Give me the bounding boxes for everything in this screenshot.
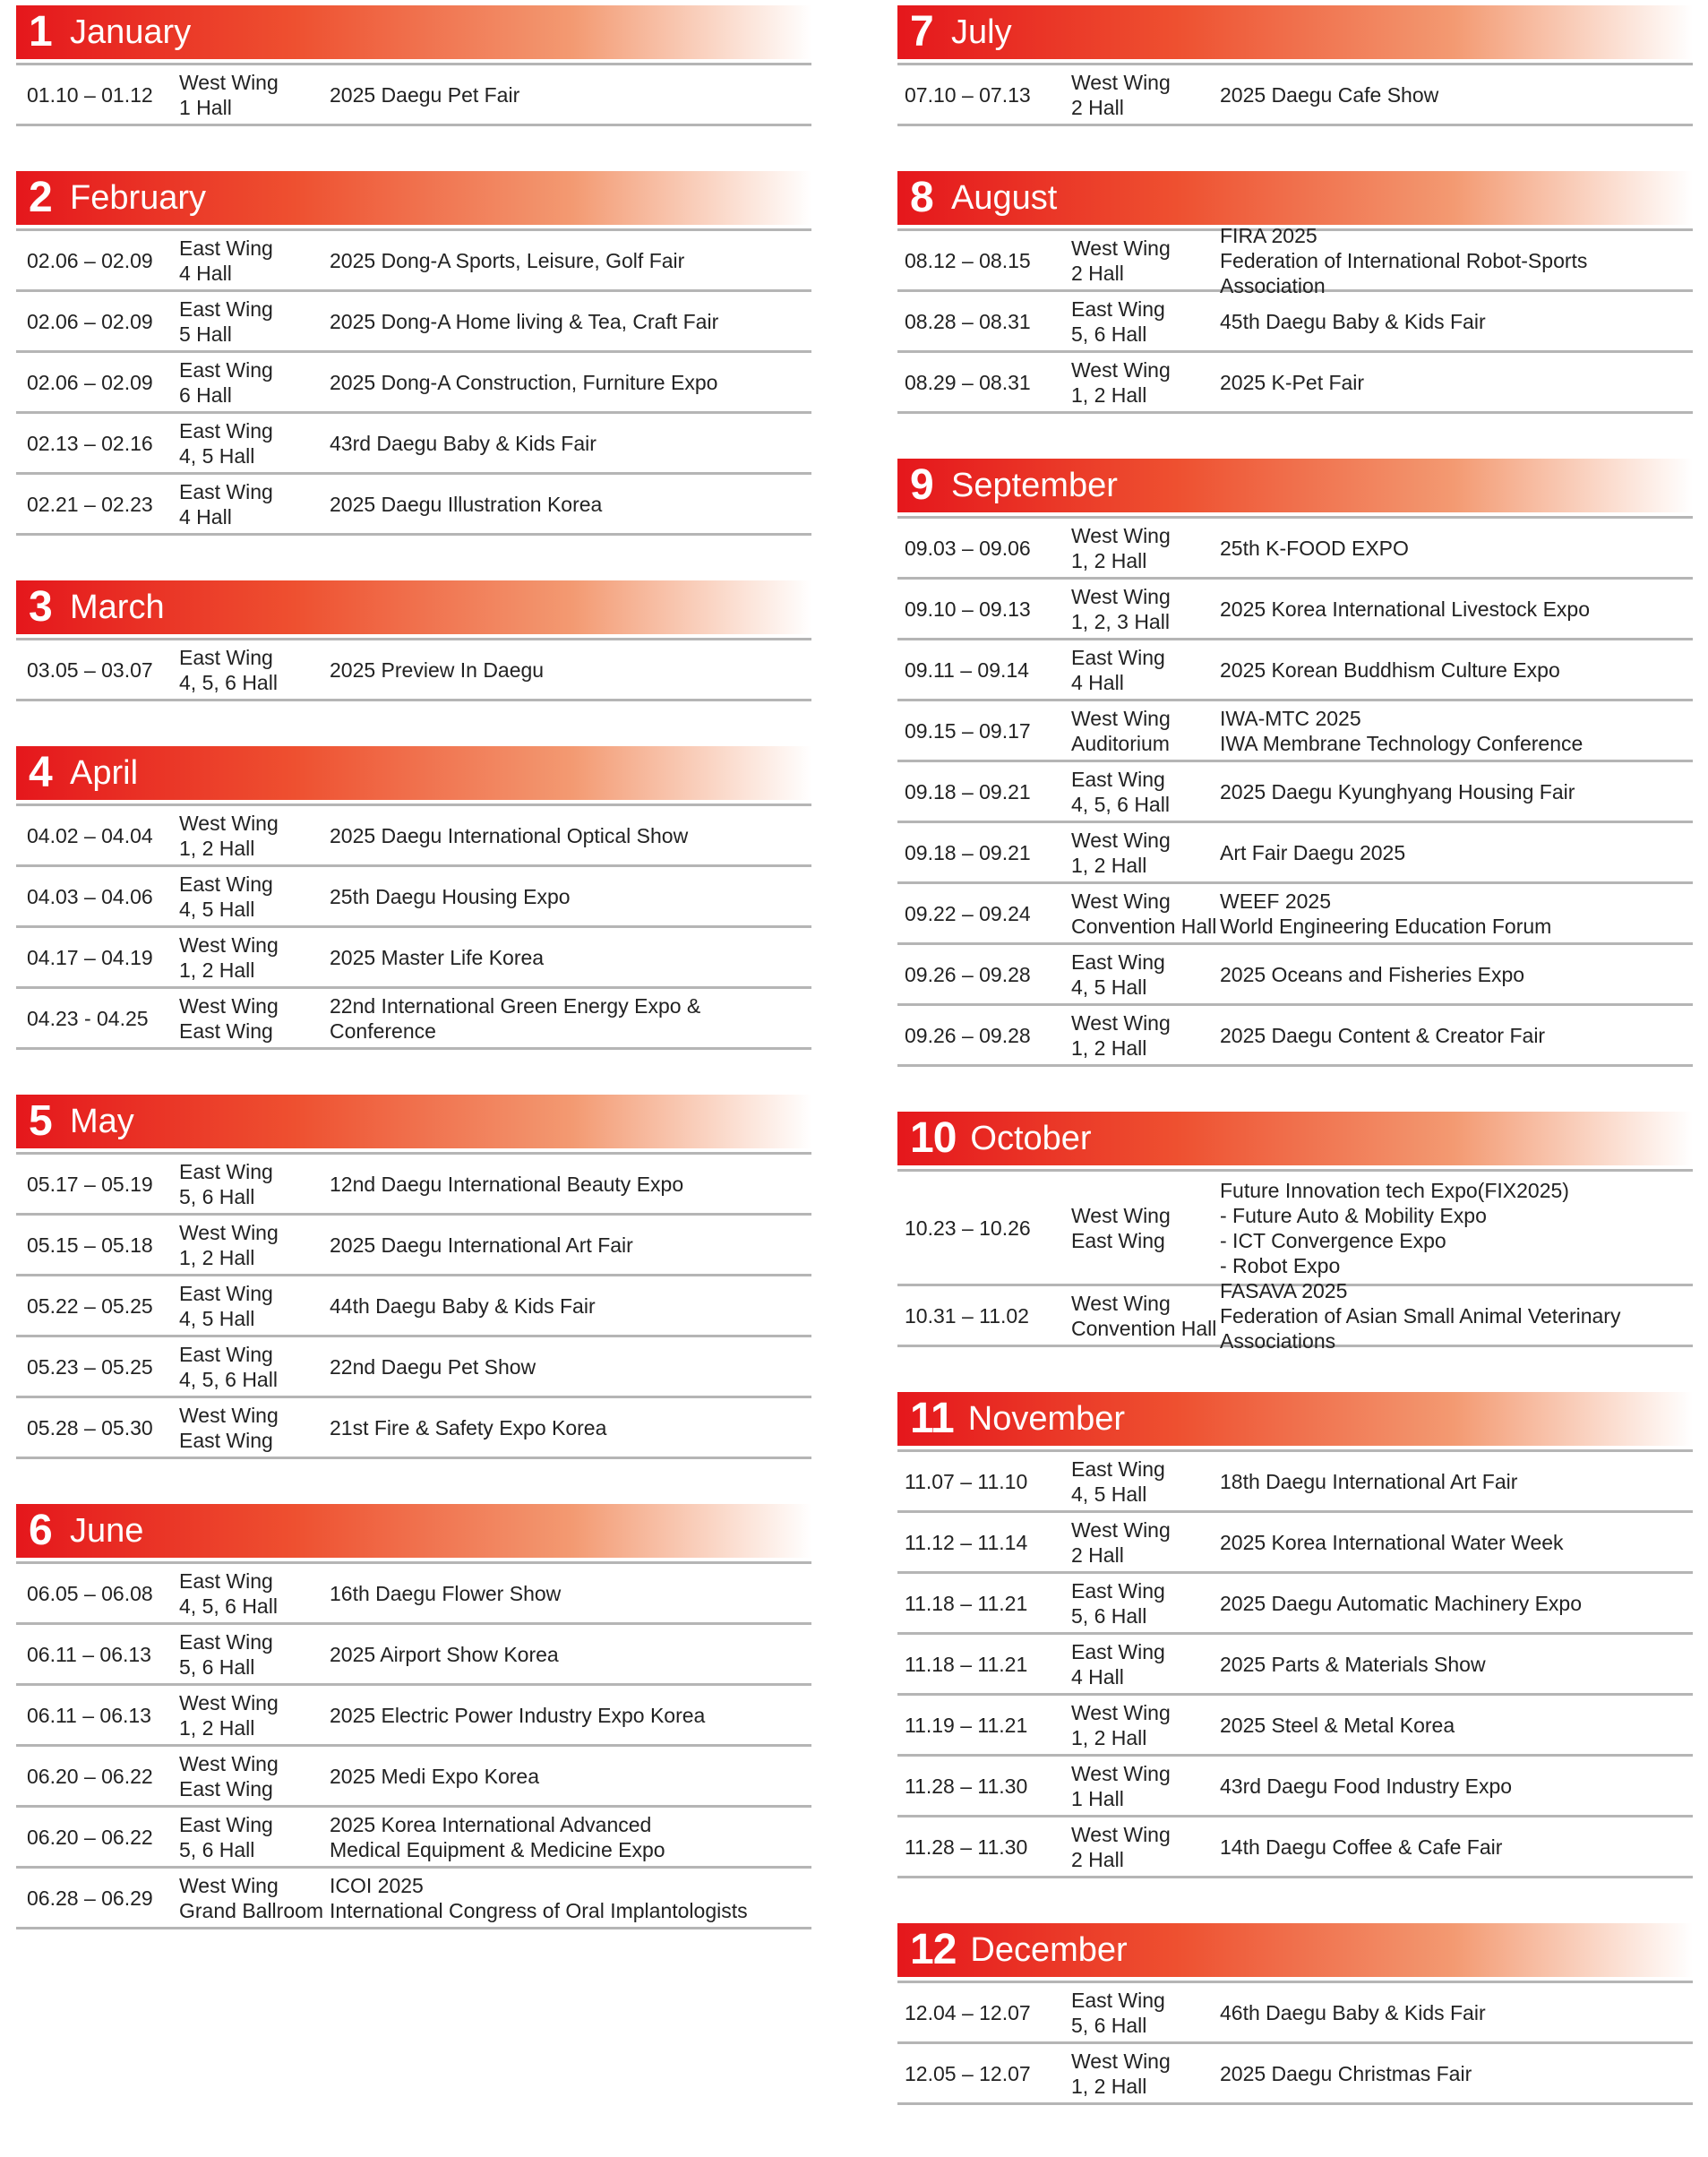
- event-row: [16, 475, 811, 536]
- event-date: 11.28 – 11.30: [905, 1835, 1028, 1859]
- month-section: [897, 1392, 1693, 1878]
- event-date: 09.26 – 09.28: [905, 1023, 1031, 1047]
- month-name: August: [951, 179, 1058, 217]
- section-gap: [16, 536, 811, 575]
- event-list: [16, 1561, 811, 1929]
- month-number: 5: [29, 1097, 52, 1145]
- event-date: 06.11 – 06.13: [27, 1703, 151, 1727]
- event-date: 02.21 – 02.23: [27, 492, 153, 516]
- event-row: [16, 292, 811, 353]
- event-title: 22nd International Green Energy Expo & Conference: [330, 993, 701, 1043]
- event-row: [897, 762, 1693, 823]
- month-number: 7: [910, 8, 933, 56]
- event-row: [16, 1625, 811, 1686]
- event-title: 45th Daegu Baby & Kids Fair: [1220, 309, 1486, 333]
- month-name: March: [70, 589, 165, 626]
- month-header: [16, 580, 811, 638]
- month-header: [897, 459, 1693, 516]
- event-title: 25th K-FOOD EXPO: [1220, 536, 1409, 560]
- event-row: [16, 65, 811, 126]
- event-title: 2025 Parts & Materials Show: [1220, 1652, 1486, 1676]
- month-header: [897, 1112, 1693, 1169]
- event-row: [16, 1808, 811, 1869]
- event-title: 2025 Electric Power Industry Expo Korea: [330, 1703, 706, 1727]
- event-title: Art Fair Daegu 2025: [1220, 840, 1406, 864]
- event-title: 25th Daegu Housing Expo: [330, 884, 571, 908]
- event-date: 06.20 – 06.22: [27, 1764, 153, 1788]
- event-venue: West Wing 1, 2 Hall: [1071, 1700, 1171, 1749]
- month-number: 6: [29, 1507, 52, 1554]
- event-title: FASAVA 2025 Federation of Asian Small Animal Veterinary Associations: [1220, 1278, 1621, 1353]
- month-section: [16, 5, 811, 126]
- event-venue: East Wing 4 Hall: [179, 479, 273, 529]
- event-row: [16, 353, 811, 414]
- event-date: 11.19 – 11.21: [905, 1713, 1028, 1737]
- event-title: 2025 Daegu Content & Creator Fair: [1220, 1023, 1546, 1047]
- event-date: 09.10 – 09.13: [905, 597, 1031, 621]
- right-column: [897, 0, 1693, 2105]
- event-list: [897, 1169, 1693, 1353]
- event-venue: West Wing 1 Hall: [179, 70, 279, 119]
- event-venue: West Wing Auditorium: [1071, 706, 1171, 755]
- event-date: 09.03 – 09.06: [905, 536, 1031, 560]
- event-row: [16, 1216, 811, 1276]
- event-list: [16, 638, 811, 701]
- event-venue: West Wing 1, 2 Hall: [179, 811, 279, 860]
- event-venue: West Wing 2 Hall: [1071, 70, 1171, 119]
- event-date: 05.17 – 05.19: [27, 1172, 153, 1196]
- event-list: [897, 1981, 1693, 2105]
- event-row: [897, 223, 1693, 297]
- event-title: 2025 Daegu Illustration Korea: [330, 492, 603, 516]
- month-name: May: [70, 1103, 134, 1140]
- event-venue: West Wing 1, 2 Hall: [1071, 2049, 1171, 2098]
- event-venue: West Wing 1 Hall: [1071, 1761, 1171, 1810]
- event-date: 03.05 – 03.07: [27, 657, 153, 682]
- event-venue: West Wing East Wing: [1071, 1203, 1171, 1252]
- event-title: WEEF 2025 World Engineering Education Forum: [1220, 889, 1552, 938]
- event-title: 2025 Daegu International Art Fair: [330, 1233, 633, 1257]
- event-venue: East Wing 4, 5, 6 Hall: [179, 1342, 278, 1391]
- event-row: [16, 928, 811, 989]
- month-name: February: [70, 179, 207, 217]
- event-title: 2025 Korean Buddhism Culture Expo: [1220, 657, 1560, 682]
- event-row: [897, 945, 1693, 1006]
- event-row: [897, 519, 1693, 580]
- month-header: [897, 5, 1693, 63]
- event-list: [897, 223, 1693, 414]
- month-name: October: [970, 1120, 1092, 1157]
- event-row: [897, 1635, 1693, 1696]
- event-date: 07.10 – 07.13: [905, 82, 1031, 107]
- event-date: 09.26 – 09.28: [905, 962, 1031, 986]
- event-date: 06.05 – 06.08: [27, 1581, 153, 1605]
- month-name: June: [70, 1512, 144, 1550]
- event-title: 14th Daegu Coffee & Cafe Fair: [1220, 1835, 1503, 1859]
- event-row: [897, 1172, 1693, 1286]
- event-title: 2025 Airport Show Korea: [330, 1642, 559, 1666]
- section-gap: [16, 126, 811, 166]
- section-gap: [897, 1878, 1693, 1918]
- section-gap: [897, 126, 1693, 166]
- event-row: [16, 1337, 811, 1398]
- event-row: [16, 1747, 811, 1808]
- event-venue: West Wing 1, 2 Hall: [179, 932, 279, 982]
- event-venue: East Wing 4, 5, 6 Hall: [179, 645, 278, 694]
- event-list: [897, 516, 1693, 1067]
- month-number: 10: [910, 1114, 957, 1162]
- event-title: 2025 Korea International Advanced Medical Equipment & Medicine Expo: [330, 1812, 665, 1861]
- month-section: [897, 459, 1693, 1067]
- event-date: 08.12 – 08.15: [905, 248, 1031, 272]
- event-title: 2025 K-Pet Fair: [1220, 370, 1365, 394]
- event-title: 2025 Oceans and Fisheries Expo: [1220, 962, 1525, 986]
- event-row: [16, 414, 811, 475]
- month-number: 12: [910, 1926, 957, 1973]
- event-venue: East Wing 4 Hall: [1071, 645, 1165, 694]
- event-row: [16, 989, 811, 1050]
- event-row: [897, 1278, 1693, 1353]
- event-date: 11.07 – 11.10: [905, 1469, 1028, 1493]
- event-row: [897, 292, 1693, 353]
- event-title: 2025 Dong-A Home living & Tea, Craft Fair: [330, 309, 719, 333]
- event-title: 2025 Korea International Livestock Expo: [1220, 597, 1590, 621]
- event-venue: West Wing East Wing: [179, 1751, 279, 1800]
- event-title: 2025 Daegu International Optical Show: [330, 823, 689, 847]
- event-row: [897, 580, 1693, 640]
- month-section: [897, 1112, 1693, 1353]
- month-name: July: [951, 13, 1012, 51]
- month-name: November: [967, 1400, 1126, 1438]
- event-venue: East Wing 4, 5 Hall: [179, 872, 273, 921]
- month-name: December: [970, 1931, 1128, 1969]
- event-list: [16, 63, 811, 126]
- event-venue: West Wing 1, 2 Hall: [179, 1220, 279, 1269]
- month-header: [16, 1095, 811, 1152]
- event-title: 2025 Steel & Metal Korea: [1220, 1713, 1455, 1737]
- event-title: 21st Fire & Safety Expo Korea: [330, 1415, 607, 1439]
- event-venue: West Wing 1, 2 Hall: [1071, 1010, 1171, 1060]
- event-date: 02.06 – 02.09: [27, 248, 153, 272]
- event-row: [897, 823, 1693, 884]
- event-date: 04.23 - 04.25: [27, 1006, 149, 1030]
- event-venue: East Wing 5 Hall: [179, 296, 273, 346]
- event-date: 09.22 – 09.24: [905, 901, 1031, 925]
- event-date: 05.22 – 05.25: [27, 1293, 153, 1318]
- event-date: 09.11 – 09.14: [905, 657, 1029, 682]
- month-name: January: [70, 13, 192, 51]
- event-row: [16, 1686, 811, 1747]
- event-venue: West Wing 1, 2, 3 Hall: [1071, 584, 1171, 633]
- event-title: 2025 Medi Expo Korea: [330, 1764, 539, 1788]
- event-title: 43rd Daegu Baby & Kids Fair: [330, 431, 597, 455]
- event-venue: East Wing 5, 6 Hall: [1071, 296, 1165, 346]
- event-row: [897, 1757, 1693, 1818]
- event-title: 2025 Dong-A Sports, Leisure, Golf Fair: [330, 248, 685, 272]
- section-gap: [897, 1067, 1693, 1106]
- month-header: [897, 1923, 1693, 1981]
- event-row: [16, 806, 811, 867]
- month-section: [16, 1095, 811, 1459]
- event-row: [16, 867, 811, 928]
- event-venue: West Wing 1, 2 Hall: [1071, 523, 1171, 572]
- section-gap: [897, 414, 1693, 453]
- event-date: 04.17 – 04.19: [27, 945, 153, 969]
- event-date: 09.15 – 09.17: [905, 718, 1031, 743]
- event-row: [16, 1276, 811, 1337]
- event-venue: East Wing 4, 5 Hall: [179, 418, 273, 468]
- event-title: 2025 Daegu Pet Fair: [330, 82, 520, 107]
- event-venue: East Wing 5, 6 Hall: [1071, 1988, 1165, 2037]
- event-title: 2025 Dong-A Construction, Furniture Expo: [330, 370, 718, 394]
- event-date: 09.18 – 09.21: [905, 779, 1031, 804]
- event-venue: West Wing Convention Hall: [1071, 889, 1217, 938]
- event-date: 05.15 – 05.18: [27, 1233, 153, 1257]
- event-date: 04.03 – 04.06: [27, 884, 153, 908]
- month-section: [897, 5, 1693, 126]
- month-header: [16, 171, 811, 228]
- month-section: [16, 746, 811, 1050]
- event-row: [16, 231, 811, 292]
- event-row: [897, 1696, 1693, 1757]
- month-header: [16, 5, 811, 63]
- event-date: 04.02 – 04.04: [27, 823, 153, 847]
- month-section: [16, 1504, 811, 1929]
- section-gap: [16, 1459, 811, 1499]
- event-title: Future Innovation tech Expo(FIX2025) - Future Auto & Mobility Expo - ICT Convergence Expo - Robot Expo: [1220, 1178, 1569, 1277]
- event-row: [897, 2044, 1693, 2105]
- event-title: ICOI 2025 International Congress of Oral Implantologists: [330, 1873, 748, 1922]
- month-number: 1: [29, 8, 52, 56]
- event-venue: West Wing Convention Hall: [1071, 1291, 1217, 1340]
- event-date: 06.20 – 06.22: [27, 1825, 153, 1849]
- event-list: [16, 804, 811, 1050]
- event-row: [897, 65, 1693, 126]
- month-header: [16, 1504, 811, 1561]
- month-section: [897, 1923, 1693, 2105]
- event-venue: East Wing 4, 5, 6 Hall: [179, 1568, 278, 1618]
- event-date: 01.10 – 01.12: [27, 82, 153, 107]
- event-venue: West Wing 2 Hall: [1071, 236, 1171, 285]
- event-row: [897, 701, 1693, 762]
- event-title: 43rd Daegu Food Industry Expo: [1220, 1774, 1513, 1798]
- event-title: 2025 Daegu Kyunghyang Housing Fair: [1220, 779, 1575, 804]
- event-date: 09.18 – 09.21: [905, 840, 1031, 864]
- event-date: 02.13 – 02.16: [27, 431, 153, 455]
- event-venue: East Wing 4, 5 Hall: [1071, 950, 1165, 999]
- event-row: [897, 1983, 1693, 2044]
- event-venue: West Wing East Wing: [179, 993, 279, 1043]
- event-row: [897, 1513, 1693, 1574]
- event-date: 10.31 – 11.02: [905, 1303, 1029, 1328]
- month-name: April: [70, 754, 139, 792]
- event-date: 10.23 – 10.26: [905, 1216, 1031, 1240]
- event-date: 08.29 – 08.31: [905, 370, 1031, 394]
- month-number: 4: [29, 749, 52, 796]
- event-venue: West Wing Grand Ballroom: [179, 1873, 324, 1922]
- event-date: 11.28 – 11.30: [905, 1774, 1028, 1798]
- event-date: 12.04 – 12.07: [905, 2000, 1031, 2024]
- month-section: [897, 171, 1693, 414]
- event-title: IWA-MTC 2025 IWA Membrane Technology Conference: [1220, 706, 1584, 755]
- month-name: September: [951, 467, 1118, 504]
- event-list: [897, 1449, 1693, 1878]
- event-row: [897, 640, 1693, 701]
- event-row: [897, 1818, 1693, 1878]
- event-venue: East Wing 4, 5 Hall: [1071, 1457, 1165, 1506]
- event-row: [16, 1564, 811, 1625]
- event-date: 11.18 – 11.21: [905, 1652, 1028, 1676]
- event-venue: West Wing East Wing: [179, 1403, 279, 1452]
- event-list: [16, 1152, 811, 1459]
- month-number: 9: [910, 461, 933, 509]
- event-date: 06.11 – 06.13: [27, 1642, 151, 1666]
- event-date: 06.28 – 06.29: [27, 1886, 153, 1910]
- event-venue: East Wing 4 Hall: [179, 236, 273, 285]
- month-section: [16, 580, 811, 701]
- event-title: FIRA 2025 Federation of International Robot-Sports Association: [1220, 223, 1588, 297]
- event-date: 12.05 – 12.07: [905, 2061, 1031, 2085]
- event-venue: East Wing 5, 6 Hall: [1071, 1578, 1165, 1628]
- event-venue: East Wing 4, 5, 6 Hall: [1071, 767, 1170, 816]
- month-header: [897, 1392, 1693, 1449]
- event-list: [897, 63, 1693, 126]
- event-title: 22nd Daegu Pet Show: [330, 1354, 536, 1379]
- event-title: 2025 Daegu Cafe Show: [1220, 82, 1439, 107]
- event-venue: East Wing 6 Hall: [179, 357, 273, 407]
- event-venue: West Wing 1, 2 Hall: [1071, 357, 1171, 407]
- event-date: 08.28 – 08.31: [905, 309, 1031, 333]
- event-venue: West Wing 2 Hall: [1071, 1822, 1171, 1871]
- event-title: 2025 Daegu Christmas Fair: [1220, 2061, 1472, 2085]
- month-number: 8: [910, 174, 933, 221]
- event-title: 2025 Preview In Daegu: [330, 657, 545, 682]
- event-title: 12nd Daegu International Beauty Expo: [330, 1172, 684, 1196]
- month-section: [16, 171, 811, 536]
- event-row: [897, 353, 1693, 414]
- section-gap: [897, 1347, 1693, 1387]
- event-date: 05.28 – 05.30: [27, 1415, 153, 1439]
- event-row: [897, 1574, 1693, 1635]
- event-venue: West Wing 2 Hall: [1071, 1517, 1171, 1567]
- month-number: 11: [910, 1395, 954, 1442]
- month-header: [897, 171, 1693, 228]
- event-date: 02.06 – 02.09: [27, 370, 153, 394]
- event-row: [16, 1155, 811, 1216]
- left-column: [16, 0, 811, 1929]
- section-gap: [16, 701, 811, 741]
- event-date: 05.23 – 05.25: [27, 1354, 153, 1379]
- event-venue: East Wing 5, 6 Hall: [179, 1812, 273, 1861]
- month-number: 2: [29, 174, 52, 221]
- event-row: [897, 884, 1693, 945]
- event-date: 02.06 – 02.09: [27, 309, 153, 333]
- event-date: 11.12 – 11.14: [905, 1530, 1028, 1554]
- event-title: 2025 Master Life Korea: [330, 945, 545, 969]
- event-title: 16th Daegu Flower Show: [330, 1581, 562, 1605]
- event-list: [16, 228, 811, 536]
- event-title: 44th Daegu Baby & Kids Fair: [330, 1293, 596, 1318]
- event-row: [16, 1398, 811, 1459]
- event-title: 2025 Korea International Water Week: [1220, 1530, 1564, 1554]
- event-venue: East Wing 5, 6 Hall: [179, 1159, 273, 1208]
- month-number: 3: [29, 583, 52, 631]
- event-row: [16, 1869, 811, 1929]
- event-title: 18th Daegu International Art Fair: [1220, 1469, 1518, 1493]
- event-row: [897, 1006, 1693, 1067]
- event-venue: West Wing 1, 2 Hall: [179, 1690, 279, 1740]
- event-row: [897, 1452, 1693, 1513]
- event-venue: West Wing 1, 2 Hall: [1071, 828, 1171, 877]
- month-header: [16, 746, 811, 804]
- event-venue: East Wing 5, 6 Hall: [179, 1629, 273, 1679]
- section-gap: [16, 1050, 811, 1089]
- event-title: 46th Daegu Baby & Kids Fair: [1220, 2000, 1486, 2024]
- event-row: [16, 640, 811, 701]
- event-venue: East Wing 4 Hall: [1071, 1639, 1165, 1689]
- event-title: 2025 Daegu Automatic Machinery Expo: [1220, 1591, 1583, 1615]
- event-venue: East Wing 4, 5 Hall: [179, 1281, 273, 1330]
- event-date: 11.18 – 11.21: [905, 1591, 1028, 1615]
